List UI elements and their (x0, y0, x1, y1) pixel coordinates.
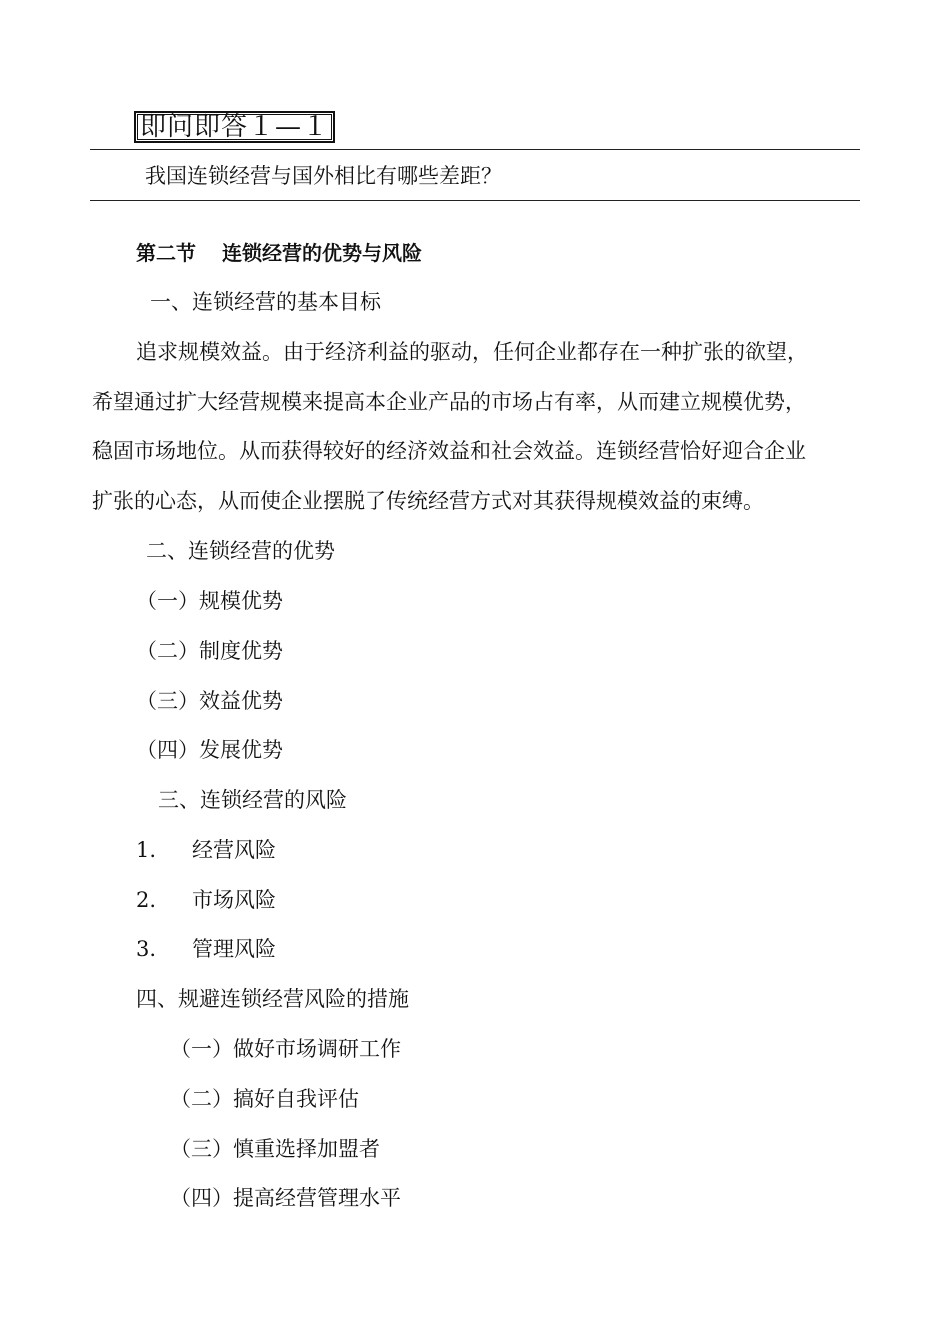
item-number: 2. (136, 888, 157, 912)
list-item (136, 836, 276, 864)
section-title: 连锁经营的优势与风险 (222, 241, 422, 265)
paragraph-line: 稳固市场地位。从而获得较好的经济效益和社会效益。连锁经营恰好迎合企业 (92, 439, 806, 463)
part3-heading: 三、连锁经营的风险 (158, 788, 347, 812)
list-item: （二）搞好自我评估 (170, 1087, 359, 1111)
qa-box-title: 即问即答１—１ (134, 111, 335, 143)
divider-bottom (90, 200, 860, 201)
item-number: 3. (136, 937, 157, 961)
divider-top (90, 149, 860, 150)
list-item: （一）规模优势 (136, 589, 283, 613)
item-text: 经营风险 (192, 838, 276, 862)
section-label: 第二节 (136, 241, 196, 265)
item-text: 管理风险 (192, 937, 276, 961)
list-item (136, 935, 276, 963)
item-number: 1. (136, 838, 157, 862)
part2-heading: 二、连锁经营的优势 (146, 539, 335, 563)
list-item (136, 886, 276, 914)
section-heading (136, 239, 422, 267)
list-item: （四）提高经营管理水平 (170, 1186, 401, 1210)
paragraph-line: 扩张的心态，从而使企业摆脱了传统经营方式对其获得规模效益的束缚。 (92, 489, 764, 513)
part1-heading: 一、连锁经营的基本目标 (150, 290, 381, 314)
question-text: 我国连锁经营与国外相比有哪些差距？ (145, 164, 502, 188)
part4-heading: 四、规避连锁经营风险的措施 (136, 987, 409, 1011)
item-text: 市场风险 (192, 888, 276, 912)
list-item: （四）发展优势 (136, 738, 283, 762)
list-item: （一）做好市场调研工作 (170, 1037, 401, 1061)
list-item: （三）效益优势 (136, 689, 283, 713)
list-item: （二）制度优势 (136, 639, 283, 663)
list-item: （三）慎重选择加盟者 (170, 1137, 380, 1161)
paragraph-line: 追求规模效益。由于经济利益的驱动，任何企业都存在一种扩张的欲望， (136, 340, 808, 364)
paragraph-line: 希望通过扩大经营规模来提高本企业产品的市场占有率，从而建立规模优势， (92, 390, 806, 414)
